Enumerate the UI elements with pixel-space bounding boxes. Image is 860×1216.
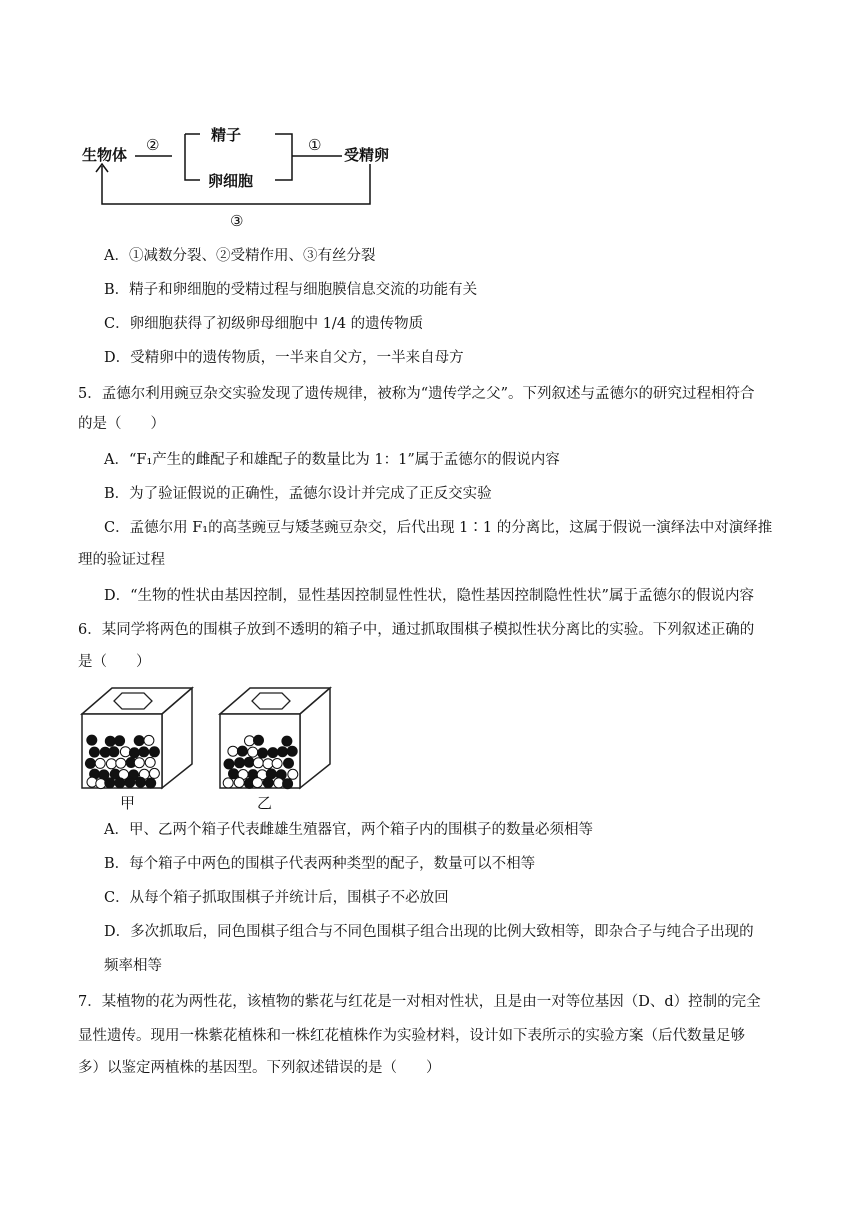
q6-option-d: D．多次抓取后，同色围棋子组合与不同色围棋子组合出现的比例大致相等，即杂合子与纯合子出现的 [104,924,754,940]
q5-option-c-cont: 理的验证过程 [78,552,165,568]
black-stone [224,759,234,769]
q5-option-c: C．孟德尔用 F₁的高茎豌豆与矮茎豌豆杂交，后代出现 1∶1 的分离比，这属于假说一演绎法中对演绎推 [104,520,773,536]
box-jia-label: 甲 [120,794,136,812]
black-stone [129,748,139,758]
q6-option-c: C．从每个箱子抓取围棋子并统计后，围棋子不必放回 [104,890,449,906]
white-stone [253,758,263,768]
black-stone [235,758,245,768]
white-stone [272,759,282,769]
q6-option-d-cont: 频率相等 [104,958,162,974]
black-stone [109,747,119,757]
white-stone [96,779,106,789]
mark-1: ① [308,136,322,154]
black-stone [115,778,125,788]
white-stone [248,747,258,757]
black-stone [258,748,268,758]
black-stone [146,778,156,788]
q5-stem: 5．孟德尔利用豌豆杂交实验发现了遗传规律，被称为“遗传学之父”。下列叙述与孟德尔的研究过程相符合 [78,386,755,402]
q4-option-d: D．受精卵中的遗传物质，一半来自父方，一半来自母方 [104,350,464,366]
box-jia [82,688,192,789]
black-stone [254,735,264,745]
black-stone [284,758,294,768]
white-stone [245,736,255,746]
q5-option-d: D．“生物的性状由基因控制，显性基因控制显性性状，隐性基因控制隐性性状”属于孟德尔的假说内容 [104,588,754,604]
white-stone [223,778,233,788]
black-stone [136,777,146,787]
black-stone [134,736,144,746]
black-stone [85,758,95,768]
black-stone [139,747,149,757]
black-stone [105,736,115,746]
q4-option-a: A．①减数分裂、②受精作用、③有丝分裂 [104,248,376,264]
white-stone [120,747,130,757]
q5-stem-cont: 的是（ ） [78,416,165,432]
black-stone [115,736,125,746]
go-stone-boxes-figure [78,684,348,790]
white-stone [134,758,144,768]
zygote-label: 受精卵 [344,146,390,164]
q4-option-b: B．精子和卵细胞的受精过程与细胞膜信息交流的功能有关 [104,282,478,298]
black-stone [244,757,254,767]
white-stone [263,759,273,769]
black-stone [263,778,273,788]
black-stone [282,736,292,746]
white-stone [149,768,159,778]
white-stone [116,758,126,768]
box-yi-label: 乙 [257,794,273,812]
black-stone [278,747,288,757]
black-stone [149,747,159,757]
white-stone [144,735,154,745]
q6-stem: 6．某同学将两色的围棋子放到不透明的箱子中，通过抓取围棋子模拟性状分离比的实验。下列叙述正确的 [78,622,755,638]
black-stone [287,746,297,756]
mark-3: ③ [230,212,244,230]
q6-option-b: B．每个箱子中两色的围棋子代表两种类型的配子，数量可以不相等 [104,856,536,872]
white-stone [95,758,105,768]
egg-label: 卵细胞 [208,172,254,190]
box-yi [220,688,330,789]
mark-2: ② [146,136,160,154]
white-stone [145,757,155,767]
q5-option-b: B．为了验证假说的正确性，孟德尔设计并完成了正反交实验 [104,486,492,502]
q7-stem: 7．某植物的花为两性花，该植物的紫花与红花是一对相对性状，且是由一对等位基因（D、d）控制的完全 [78,994,761,1010]
sperm-label: 精子 [211,126,242,144]
white-stone [288,769,298,779]
black-stone [268,748,278,758]
black-stone [283,779,293,789]
black-stone [105,778,115,788]
white-stone [87,777,97,787]
q5-option-a: A．“F₁产生的雌配子和雄配子的数量比为 1：1”属于孟德尔的假说内容 [104,452,560,468]
black-stone [125,777,135,787]
white-stone [252,778,262,788]
white-stone [234,778,244,788]
white-stone [106,759,116,769]
organism-label: 生物体 [82,146,128,164]
q7-stem-line3: 多）以鉴定两植株的基因型。下列叙述错误的是（ ） [78,1060,441,1076]
black-stone [89,747,99,757]
black-stone [237,746,247,756]
reproduction-diagram [80,120,410,230]
q7-stem-line2: 显性遗传。现用一株紫花植株和一株红花植株作为实验材料，设计如下表所示的实验方案（后代数量足够 [78,1028,745,1044]
q4-option-c: C．卵细胞获得了初级卵母细胞中 1/4 的遗传物质 [104,316,424,332]
white-stone [228,746,238,756]
black-stone [229,769,239,779]
q6-option-a: A．甲、乙两个箱子代表雌雄生殖器官，两个箱子内的围棋子的数量必须相等 [104,822,593,838]
q6-stem-cont: 是（ ） [78,654,151,670]
black-stone [87,735,97,745]
